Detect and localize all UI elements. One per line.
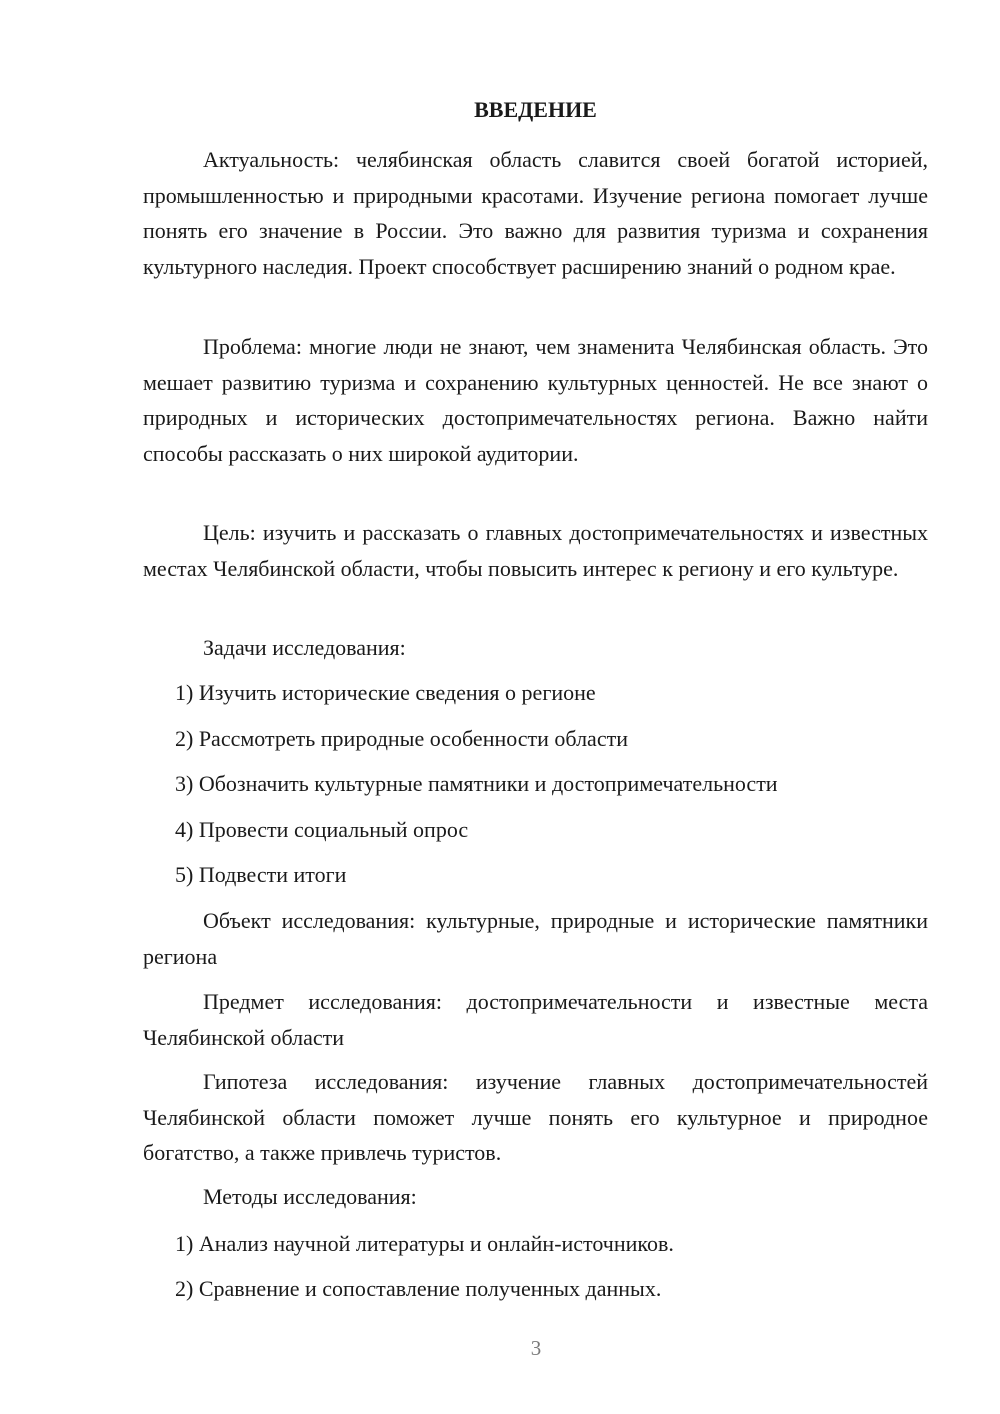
method-item: 2) Сравнение и сопоставление полученных данных. (175, 1276, 662, 1301)
task-item: 4) Провести социальный опрос (175, 817, 469, 842)
task-item: 3) Обозначить культурные памятники и достопримечательности (175, 771, 778, 796)
paragraph-relevance: Актуальность: челябинская область славится своей богатой историей, промышленностью и природными красотами. Изучение региона помогает лучше понять его значение в России. Это важно для развития туризма и сохранения культурного наследия. Проект способствует расширению знаний о родном крае. (143, 147, 928, 279)
task-item: 1) Изучить исторические сведения о регионе (175, 680, 596, 705)
paragraph-goal: Цель: изучить и рассказать о главных достопримечательностях и известных местах Челябинской области, чтобы повысить интерес к региону и его культуре. (143, 520, 928, 581)
page-number: 3 (530, 1336, 542, 1360)
task-item: 5) Подвести итоги (175, 862, 347, 887)
method-item: 1) Анализ научной литературы и онлайн-источников. (175, 1231, 674, 1256)
paragraph-problem: Проблема: многие люди не знают, чем знаменита Челябинская область. Это мешает развитию туризма и сохранению культурных ценностей. Не все знают о природных и исторических достопримечательностях региона. Важно найти способы рассказать о них широкой аудитории. (143, 334, 928, 466)
paragraph-object: Объект исследования: культурные, природные и исторические памятники региона (143, 908, 928, 969)
methods-heading: Методы исследования: (203, 1184, 417, 1209)
paragraph-hypothesis: Гипотеза исследования: изучение главных достопримечательностей Челябинской области поможет лучше понять его культурное и природное богатство, а также привлечь туристов. (143, 1069, 928, 1165)
tasks-heading: Задачи исследования: (203, 635, 406, 660)
page-title: ВВЕДЕНИЕ (474, 97, 597, 122)
paragraph-subject: Предмет исследования: достопримечательности и известные места Челябинской области (143, 989, 928, 1050)
task-item: 2) Рассмотреть природные особенности области (175, 726, 628, 751)
